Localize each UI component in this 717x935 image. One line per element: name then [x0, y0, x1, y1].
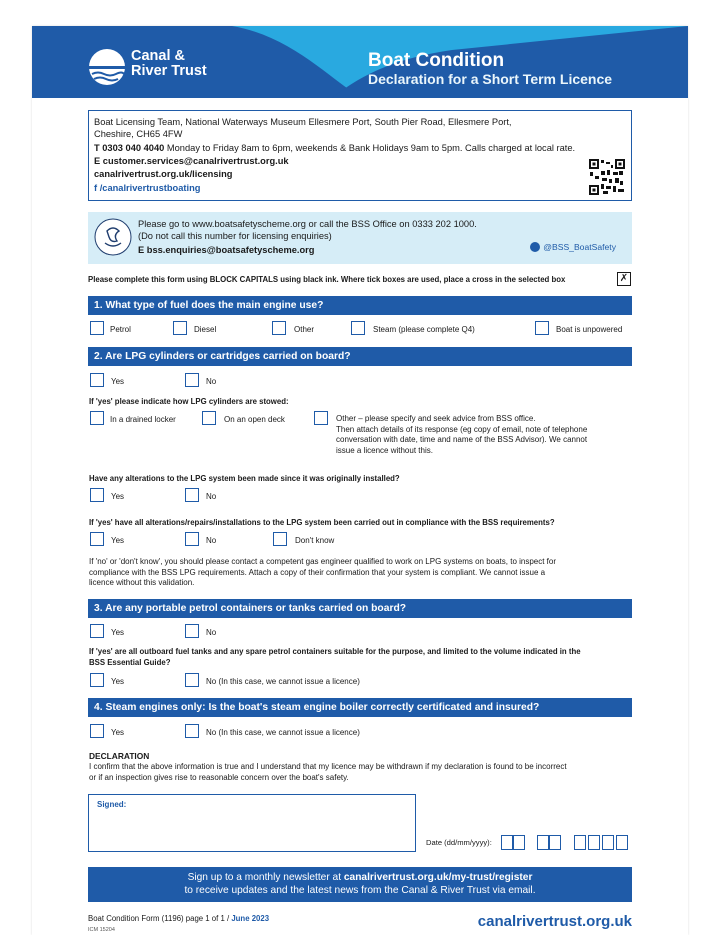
facebook-line[interactable]: [94, 182, 200, 194]
compliance-note-line2: compliance with the BSS LPG requirements. Attach a copy of their confirmation that your system is compliant. We cannot issue a: [89, 567, 546, 577]
signature-label: Signed:: [97, 800, 127, 809]
lpg-no-checkbox[interactable]: [185, 373, 199, 387]
fuel-diesel-checkbox[interactable]: [173, 321, 187, 335]
comply-dontknow-label: Don't know: [295, 536, 335, 545]
compliance-note-line3: licence without this validation.: [89, 578, 195, 588]
alter-no-label: No: [206, 492, 217, 501]
header-banner: [32, 26, 688, 98]
lpg-yes-label: Yes: [111, 377, 125, 386]
date-day-digit2[interactable]: [513, 835, 525, 850]
form-instructions: Please complete this form using BLOCK CAPITALS using black ink. Where tick boxes are used, place a cross in the selected box: [88, 275, 566, 284]
date-label: Date (dd/mm/yyyy):: [426, 838, 492, 847]
form-title: [368, 50, 612, 88]
fuel-unpowered-label: Boat is unpowered: [556, 325, 623, 334]
petrol-suitable-question-line2: BSS Essential Guide?: [89, 658, 171, 667]
stowed-other-checkbox[interactable]: [314, 411, 328, 425]
phone-number: T 0303 040 4040: [94, 143, 165, 153]
title-main: Boat Condition: [368, 50, 505, 71]
stowed-deck-label: On an open deck: [224, 415, 285, 424]
alter-no-checkbox[interactable]: [185, 488, 199, 502]
suitable-no-checkbox[interactable]: [185, 673, 199, 687]
comply-no-label: No: [206, 536, 217, 545]
contact-website[interactable]: canalrivertrust.org.uk/licensing: [94, 169, 233, 179]
alter-yes-checkbox[interactable]: [90, 488, 104, 502]
qr-code-icon: [589, 159, 625, 195]
lpg-alter-question: Have any alterations to the LPG system been made since it was originally installed?: [89, 474, 400, 483]
title-sub: Declaration for a Short Term Licence: [368, 71, 613, 87]
date-year-digit1[interactable]: [574, 835, 586, 850]
stowed-locker-checkbox[interactable]: [90, 411, 104, 425]
declaration-line2: or if an inspection gives rise to reasonable concern over the boat's safety.: [89, 772, 349, 782]
fuel-diesel-label: Diesel: [194, 325, 217, 334]
steam-no-checkbox[interactable]: [185, 724, 199, 738]
lpg-comply-question: If 'yes' have all alterations/repairs/installations to the LPG system been carried out in compliance with the BSS requirements?: [89, 518, 555, 527]
petrol-suitable-question-line1: If 'yes' are all outboard fuel tanks and any spare petrol containers suitable for the purpose, and limited to the volume indicated in the: [89, 647, 581, 656]
logo-emblem-icon: [88, 48, 128, 88]
date-year-digit2[interactable]: [588, 835, 600, 850]
declaration-text: [89, 762, 567, 783]
address-line2: Cheshire, CH65 4FW: [94, 129, 183, 139]
comply-no-checkbox[interactable]: [185, 532, 199, 546]
canal-river-trust-logo: [88, 48, 248, 90]
newsletter-line1: [88, 871, 632, 884]
bss-twitter-handle: @BSS_BoatSafety: [543, 242, 616, 252]
fuel-petrol-checkbox[interactable]: [90, 321, 104, 335]
lpg-compliance-note: [89, 557, 556, 589]
declaration-heading: DECLARATION: [89, 751, 150, 761]
stowed-deck-checkbox[interactable]: [202, 411, 216, 425]
petrol-no-checkbox[interactable]: [185, 624, 199, 638]
signature-field[interactable]: [88, 794, 416, 852]
date-day-digit1[interactable]: [501, 835, 513, 850]
petrol-yes-checkbox[interactable]: [90, 624, 104, 638]
bss-twitter[interactable]: [530, 242, 616, 252]
bss-email[interactable]: E bss.enquiries@boatsafetyscheme.org: [138, 245, 315, 255]
phone-hours: Monday to Friday 8am to 6pm, weekends & Bank Holidays 9am to 5pm. Calls charged at local rate.: [164, 143, 576, 153]
q2-heading: 2. Are LPG cylinders or cartridges carried on board?: [88, 347, 632, 366]
stowed-other-text: [336, 414, 587, 457]
stowed-other-line2: Then attach details of its response (eg copy of email, note of telephone: [336, 424, 588, 434]
phone-line: [94, 142, 575, 154]
contact-box: [88, 110, 632, 201]
q3-heading: 3. Are any portable petrol containers or tanks carried on board?: [88, 599, 632, 618]
alter-yes-label: Yes: [111, 492, 125, 501]
newsletter-line2: to receive updates and the latest news from the Canal & River Trust via email.: [184, 885, 536, 896]
footer-url[interactable]: canalrivertrust.org.uk: [477, 913, 632, 930]
petrol-no-label: No: [206, 628, 217, 637]
facebook-handle: /canalrivertrustboating: [99, 183, 201, 193]
comply-yes-label: Yes: [111, 536, 125, 545]
steam-yes-checkbox[interactable]: [90, 724, 104, 738]
footer-code: ICM 15204: [88, 927, 115, 933]
fuel-steam-checkbox[interactable]: [351, 321, 365, 335]
steam-no-label: No (In this case, we cannot issue a licence): [206, 728, 360, 737]
fuel-other-checkbox[interactable]: [272, 321, 286, 335]
date-month-digit1[interactable]: [537, 835, 549, 850]
suitable-yes-checkbox[interactable]: [90, 673, 104, 687]
q1-heading: 1. What type of fuel does the main engine use?: [88, 296, 632, 315]
bss-info-box: [88, 212, 632, 264]
facebook-icon: f: [94, 183, 100, 193]
compliance-note-line1: If 'no' or 'don't know', you should please contact a competent gas engineer qualified to work on LPG systems on boats, to inspect for: [89, 557, 557, 566]
date-month-digit2[interactable]: [549, 835, 561, 850]
stowed-locker-label: In a drained locker: [110, 415, 176, 424]
example-cross-checkbox: ✗: [617, 272, 631, 286]
bss-logo-icon: [93, 217, 133, 257]
newsletter-link[interactable]: canalrivertrust.org.uk/my-trust/register: [343, 872, 533, 883]
newsletter-prefix: Sign up to a monthly newsletter at: [187, 872, 344, 883]
bss-line1: Please go to www.boatsafetyscheme.org or call the BSS Office on 0333 202 1000.: [138, 219, 477, 229]
stowed-other-line1: Other – please specify and seek advice from BSS office.: [336, 414, 536, 423]
date-year-digit4[interactable]: [616, 835, 628, 850]
fuel-petrol-label: Petrol: [110, 325, 131, 334]
lpg-stowed-question: If 'yes' please indicate how LPG cylinders are stowed:: [89, 397, 289, 406]
lpg-yes-checkbox[interactable]: [90, 373, 104, 387]
suitable-yes-label: Yes: [111, 677, 125, 686]
steam-yes-label: Yes: [111, 728, 125, 737]
q4-heading: 4. Steam engines only: Is the boat's steam engine boiler correctly certificated and insured?: [88, 698, 632, 717]
twitter-icon: [530, 242, 540, 252]
date-year-digit3[interactable]: [602, 835, 614, 850]
comply-dontknow-checkbox[interactable]: [273, 532, 287, 546]
footer-form-name: Boat Condition Form (1196) page 1 of 1 /: [88, 914, 232, 923]
stowed-other-line3: conversation with date, time and name of the BSS Advisor). We cannot: [336, 435, 588, 445]
suitable-no-label: No (In this case, we cannot issue a licence): [206, 677, 360, 686]
petrol-yes-label: Yes: [111, 628, 125, 637]
logo-wordmark: [131, 49, 251, 79]
stowed-other-line4: issue a licence without this.: [336, 446, 433, 456]
footer-date: June 2023: [231, 914, 270, 923]
lpg-no-label: No: [206, 377, 217, 386]
address-line1: Boat Licensing Team, National Waterways Museum Ellesmere Port, South Pier Road, Ellesmere Port,: [94, 117, 512, 127]
logo-line1: Canal &: [131, 48, 185, 64]
comply-yes-checkbox[interactable]: [90, 532, 104, 546]
newsletter-banner: [88, 867, 632, 902]
contact-email[interactable]: E customer.services@canalrivertrust.org.uk: [94, 156, 289, 166]
fuel-unpowered-checkbox[interactable]: [535, 321, 549, 335]
fuel-steam-label: Steam (please complete Q4): [373, 325, 475, 334]
bss-line2: (Do not call this number for licensing enquiries): [138, 231, 332, 241]
logo-line2: River Trust: [131, 63, 207, 79]
fuel-other-label: Other: [294, 325, 315, 334]
form-page: [32, 26, 688, 935]
declaration-line1: I confirm that the above information is true and I understand that my licence may be withdrawn if my declaration is found to be incorrect: [89, 762, 567, 771]
footer-form-info: [88, 914, 269, 923]
